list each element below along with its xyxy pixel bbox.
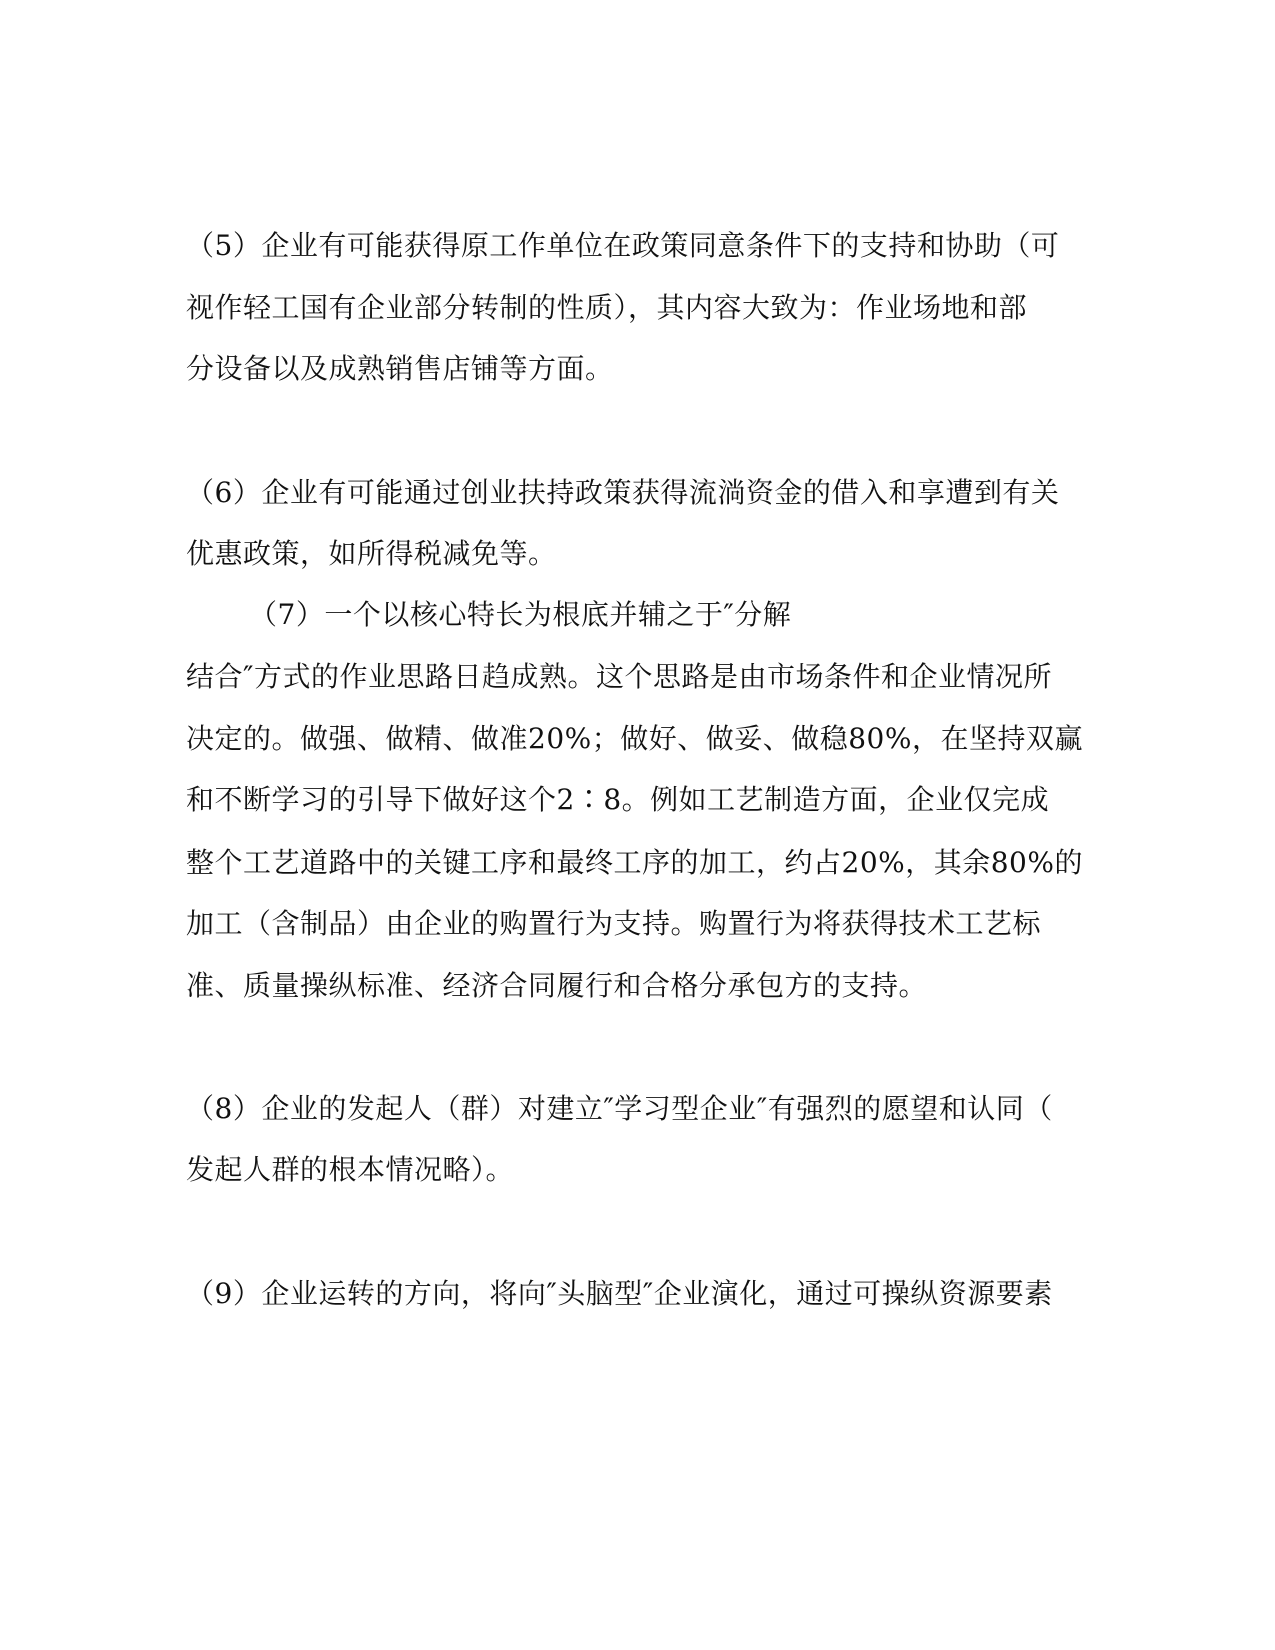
paragraph-6-line-2: 优惠政策，如所得税减免等。	[186, 537, 557, 570]
paragraph-7-line-1: （7）一个以核心特长为根底并辅之于″分解	[249, 598, 792, 631]
paragraph-7-line-4: 和不断学习的引导下做好这个2∶8。例如工艺制造方面，企业仅完成	[186, 783, 1050, 816]
paragraph-9-line-1: （9）企业运转的方向，将向″头脑型″企业演化，通过可操纵资源要素	[186, 1277, 1053, 1310]
paragraph-7-line-6: 加工（含制品）由企业的购置行为支持。购置行为将获得技术工艺标	[186, 907, 1042, 940]
paragraph-7-line-3: 决定的。做强、做精、做准20%；做好、做妥、做稳80%，在坚持双赢	[186, 722, 1083, 755]
paragraph-8-line-1: （8）企业的发起人（群）对建立″学习型企业″有强烈的愿望和认同（	[186, 1092, 1053, 1125]
paragraph-8-line-2: 发起人群的根本情况略）。	[186, 1153, 515, 1186]
paragraph-5-line-1: （5）企业有可能获得原工作单位在政策同意条件下的支持和协助（可	[186, 229, 1060, 262]
paragraph-7-line-2: 结合″方式的作业思路日趋成熟。这个思路是由市场条件和企业情况所	[186, 660, 1052, 693]
paragraph-7-line-5: 整个工艺道路中的关键工序和最终工序的加工，约占20%，其余80%的	[186, 846, 1083, 879]
paragraph-5-line-3: 分设备以及成熟销售店铺等方面。	[186, 352, 614, 385]
paragraph-7-line-7: 准、质量操纵标准、经济合同履行和合格分承包方的支持。	[186, 969, 928, 1002]
paragraph-6-line-1: （6）企业有可能通过创业扶持政策获得流淌资金的借入和享遭到有关	[186, 476, 1060, 509]
paragraph-5-line-2: 视作轻工国有企业部分转制的性质），其内容大致为：作业场地和部	[186, 291, 1028, 324]
